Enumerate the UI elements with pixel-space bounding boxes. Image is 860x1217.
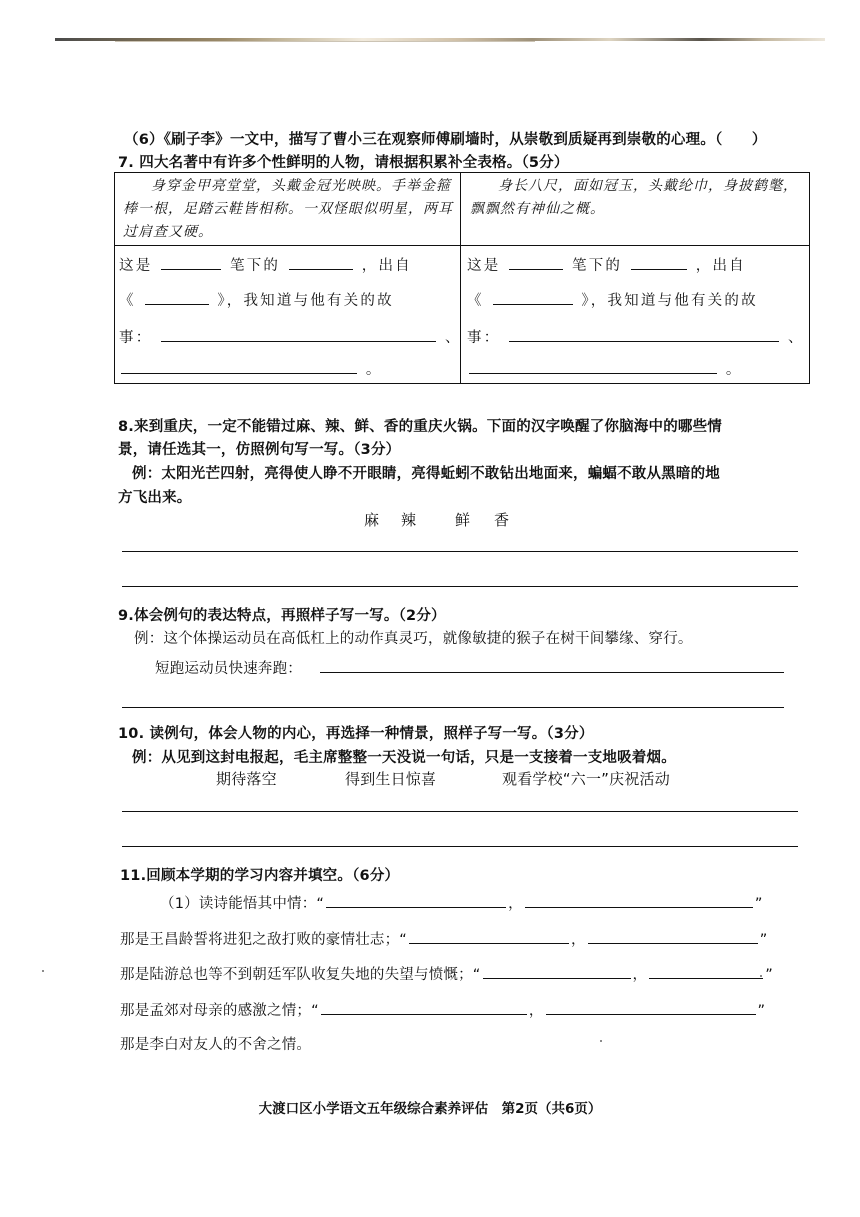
- scan-edge-artifact: [55, 36, 825, 44]
- q8-char-ma: 麻: [364, 511, 380, 529]
- q11-row-2: 那是王昌龄誓将进犯之敌打败的豪情壮志；“ ， ”: [120, 927, 767, 949]
- left-fill-row3: 事： 、: [119, 325, 462, 347]
- q8-title-line2: 景，请任选其一，仿照例句写一写。（3分）: [118, 442, 401, 458]
- q9-answer-line-1[interactable]: [320, 672, 784, 673]
- right-fill-row1: 这是 笔下的 ，出自: [467, 253, 746, 275]
- left-book-blank[interactable]: [145, 288, 209, 305]
- right-story-blank-1[interactable]: [509, 325, 779, 342]
- q8-char-xian: 鲜: [455, 511, 471, 529]
- q10-option-1: 期待落空: [216, 770, 277, 788]
- q9-title: 9.体会例句的表达特点，再照样子写一写。（2分）: [118, 608, 446, 624]
- right-fill-row2: 《 》，我知道与他有关的故: [467, 288, 758, 310]
- q9-answer-line-2[interactable]: [122, 707, 784, 708]
- q11-row-5: 那是李白对友人的不舍之情。: [120, 1037, 312, 1053]
- right-book-blank[interactable]: [493, 288, 573, 305]
- q6-statement: （6）《刷子李》一文中，描写了曹小三在观察师傅刷墙时，从崇敬到质疑再到崇敬的心理。（ ）: [124, 132, 767, 148]
- scan-speck: [600, 1040, 602, 1042]
- left-story-blank-1[interactable]: [161, 325, 436, 342]
- right-author-blank[interactable]: [509, 253, 563, 270]
- right-fill-row4: 。: [467, 357, 743, 379]
- q11-row-1: （1）读诗能悟其中情：“ ， ”: [160, 891, 763, 913]
- scan-speck: [760, 975, 762, 977]
- q8-char-la: 辣: [401, 511, 417, 529]
- q10-option-2: 得到生日惊喜: [345, 770, 437, 788]
- q11-blank-2a[interactable]: [409, 927, 569, 944]
- q11-row-3: 那是陆游总也等不到朝廷军队收复失地的失望与愤慨；“ ， ”: [120, 962, 773, 984]
- q11-row-4: 那是孟郊对母亲的感激之情；“ ， ”: [120, 998, 765, 1020]
- q11-blank-1b[interactable]: [525, 891, 753, 908]
- right-story-blank-2[interactable]: [469, 357, 717, 374]
- left-fill-row1: 这是 笔下的 ，出自: [119, 253, 412, 275]
- q7-character-table: [114, 172, 810, 384]
- left-fill-row2: 《 》，我知道与他有关的故: [119, 288, 394, 310]
- right-fill-row3: 事： 、: [467, 325, 805, 347]
- scan-speck: [42, 970, 44, 972]
- q11-blank-4a[interactable]: [321, 998, 527, 1015]
- left-author-blank[interactable]: [161, 253, 221, 270]
- q11-blank-3a[interactable]: [483, 962, 631, 979]
- q9-prompt: 短跑运动员快速奔跑：: [155, 661, 302, 677]
- q10-title: 10. 读例句，体会人物的内心，再选择一种情景，照样子写一写。（3分）: [118, 726, 594, 742]
- left-character-description: 身穿金甲亮堂堂，头戴金冠光映映。手举金箍棒一根，足踏云鞋皆相称。一双怪眼似明星，两耳过肩查又硬。: [123, 178, 453, 240]
- q8-example-line2: 方飞出来。: [118, 490, 192, 506]
- q10-example: 例：从见到这封电报起，毛主席整整一天没说一句话，只是一支接着一支地吸着烟。: [132, 750, 676, 766]
- left-character-blank[interactable]: [289, 253, 353, 270]
- q10-answer-line-1[interactable]: [122, 811, 798, 812]
- q7-title: 7. 四大名著中有许多个性鲜明的人物，请根据积累补全表格。（5分）: [118, 155, 569, 171]
- q10-option-3: 观看学校“六一”庆祝活动: [502, 770, 670, 788]
- left-story-blank-2[interactable]: [121, 357, 357, 374]
- q8-title-line1: 8.来到重庆，一定不能错过麻、辣、鲜、香的重庆火锅。下面的汉字唤醒了你脑海中的哪些情: [118, 419, 722, 435]
- q8-answer-line-2[interactable]: [122, 586, 798, 587]
- q11-blank-3b[interactable]: [649, 962, 763, 979]
- page-footer: 大渡口区小学语文五年级综合素养评估 第2页（共6页）: [258, 1101, 602, 1117]
- q8-example-line1: 例：太阳光芒四射，亮得使人睁不开眼睛，亮得蚯蚓不敢钻出地面来，蝙蝠不敢从黑暗的地: [132, 466, 720, 482]
- q11-blank-4b[interactable]: [546, 998, 756, 1015]
- q11-title: 11.回顾本学期的学习内容并填空。（6分）: [120, 868, 400, 884]
- left-fill-row4: 。: [119, 357, 383, 379]
- q9-example: 例：这个体操运动员在高低杠上的动作真灵巧，就像敏捷的猴子在树干间攀缘、穿行。: [134, 631, 693, 647]
- right-character-description: 身长八尺，面如冠玉，头戴纶巾，身披鹤氅，飘飘然有神仙之概。: [470, 178, 798, 217]
- q8-answer-line-1[interactable]: [122, 551, 798, 552]
- right-character-blank[interactable]: [631, 253, 687, 270]
- q11-blank-2b[interactable]: [588, 927, 758, 944]
- q11-blank-1a[interactable]: [326, 891, 506, 908]
- q10-answer-line-2[interactable]: [122, 846, 798, 847]
- q8-char-xiang: 香: [494, 511, 510, 529]
